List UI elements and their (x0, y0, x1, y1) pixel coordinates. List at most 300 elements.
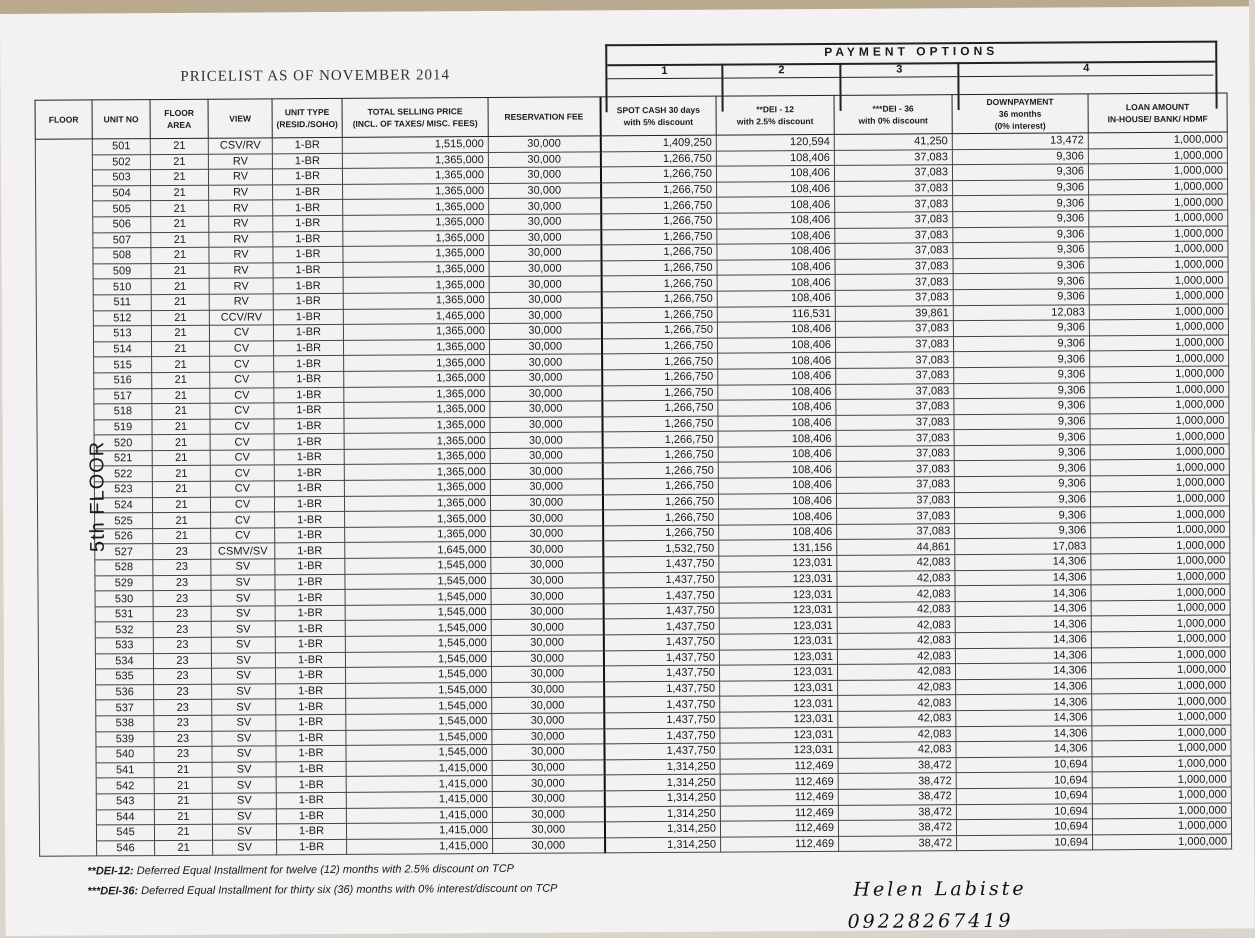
cell-loan-amount: 1,000,000 (1092, 709, 1231, 725)
cell-dei-12: 123,031 (719, 555, 837, 571)
cell-downpayment: 17,083 (955, 538, 1091, 554)
cell-unit-type: 1-BR (277, 839, 347, 855)
cell-spot-cash: 1,266,750 (602, 494, 718, 510)
cell-unit-type: 1-BR (275, 543, 345, 559)
cell-floor-area: 23 (154, 731, 212, 747)
cell-unit-type: 1-BR (275, 574, 345, 590)
cell-floor-area: 21 (152, 450, 210, 466)
cell-loan-amount: 1,000,000 (1090, 459, 1229, 475)
cell-total-selling-price: 1,415,000 (346, 807, 492, 823)
cell-loan-amount: 1,000,000 (1088, 163, 1227, 179)
cell-reservation-fee: 30,000 (489, 339, 601, 355)
cell-total-selling-price: 1,365,000 (344, 386, 490, 402)
cell-spot-cash: 1,437,750 (603, 603, 719, 619)
cell-downpayment: 9,306 (954, 460, 1090, 476)
cell-dei-12: 108,406 (716, 150, 834, 166)
cell-dei-36: 42,083 (837, 648, 955, 664)
header-line: with 0% discount (858, 115, 928, 126)
cell-reservation-fee: 30,000 (491, 541, 603, 557)
cell-total-selling-price: 1,365,000 (344, 370, 490, 386)
cell-unit-no: 505 (93, 201, 151, 217)
cell-view: RV (209, 216, 273, 232)
cell-loan-amount: 1,000,000 (1091, 569, 1230, 585)
cell-total-selling-price: 1,545,000 (345, 651, 491, 667)
cell-unit-no: 513 (93, 326, 151, 342)
cell-view: RV (209, 247, 273, 263)
cell-reservation-fee: 30,000 (491, 572, 603, 588)
cell-dei-12: 116,531 (717, 306, 835, 322)
cell-unit-type: 1-BR (273, 293, 343, 309)
cell-reservation-fee: 30,000 (489, 292, 601, 308)
cell-spot-cash: 1,266,750 (603, 509, 719, 525)
cell-spot-cash: 1,266,750 (600, 151, 716, 167)
cell-spot-cash: 1,314,250 (604, 806, 720, 822)
cell-loan-amount: 1,000,000 (1091, 553, 1230, 569)
cell-reservation-fee: 30,000 (492, 682, 604, 698)
cell-view: CV (210, 372, 274, 388)
cell-loan-amount: 1,000,000 (1090, 382, 1229, 398)
cell-unit-type: 1-BR (273, 184, 343, 200)
cell-downpayment: 9,306 (953, 180, 1089, 196)
cell-spot-cash: 1,437,750 (603, 634, 719, 650)
footnote-text: Deferred Equal Installment for twelve (12) months with 2.5% discount on TCP (133, 862, 515, 878)
header-line: SPOT CASH 30 days (616, 104, 700, 116)
cell-dei-12: 108,406 (718, 353, 836, 369)
page-title: PRICELIST AS OF NOVEMBER 2014 (180, 67, 451, 85)
cell-dei-12: 108,406 (718, 384, 836, 400)
cell-dei-36: 42,083 (838, 711, 956, 727)
cell-total-selling-price: 1,365,000 (343, 214, 489, 230)
cell-unit-type: 1-BR (274, 403, 344, 419)
cell-downpayment: 14,306 (956, 694, 1092, 710)
cell-spot-cash: 1,314,250 (604, 759, 720, 775)
cell-dei-36: 44,861 (837, 539, 955, 555)
cell-floor-area: 21 (152, 481, 210, 497)
cell-total-selling-price: 1,365,000 (344, 495, 490, 511)
cell-loan-amount: 1,000,000 (1092, 803, 1231, 819)
cell-unit-no: 535 (96, 669, 154, 685)
cell-spot-cash: 1,437,750 (603, 556, 719, 572)
cell-floor-area: 21 (151, 310, 209, 326)
cell-total-selling-price: 1,365,000 (343, 230, 489, 246)
cell-dei-36: 37,083 (835, 196, 953, 212)
cell-unit-type: 1-BR (275, 558, 345, 574)
cell-dei-12: 112,469 (720, 789, 838, 805)
cell-reservation-fee: 30,000 (493, 838, 605, 854)
cell-downpayment: 9,306 (952, 164, 1088, 180)
cell-unit-type: 1-BR (273, 309, 343, 325)
cell-downpayment: 10,694 (956, 819, 1092, 835)
cell-spot-cash: 1,266,750 (601, 307, 717, 323)
cell-total-selling-price: 1,365,000 (344, 464, 490, 480)
cell-floor-area: 21 (150, 154, 208, 170)
cell-unit-type: 1-BR (276, 777, 346, 793)
cell-reservation-fee: 30,000 (492, 744, 604, 760)
cell-spot-cash: 1,437,750 (603, 619, 719, 635)
cell-unit-no: 509 (93, 263, 151, 279)
cell-floor-area: 21 (154, 793, 212, 809)
cell-spot-cash: 1,266,750 (601, 213, 717, 229)
cell-loan-amount: 1,000,000 (1092, 818, 1231, 834)
cell-floor-area: 23 (154, 715, 212, 731)
cell-dei-12: 131,156 (719, 540, 837, 556)
cell-dei-36: 37,083 (835, 258, 953, 274)
cell-reservation-fee: 30,000 (490, 479, 602, 495)
cell-dei-12: 108,406 (717, 197, 835, 213)
cell-dei-36: 42,083 (838, 742, 956, 758)
cell-unit-no: 518 (94, 404, 152, 420)
cell-downpayment: 9,306 (953, 226, 1089, 242)
cell-view: RV (209, 200, 273, 216)
cell-unit-type: 1-BR (275, 605, 345, 621)
cell-downpayment: 9,306 (954, 476, 1090, 492)
cell-view: SV (212, 762, 276, 778)
cell-spot-cash: 1,314,250 (604, 790, 720, 806)
cell-floor-area: 21 (154, 762, 212, 778)
cell-unit-no: 521 (94, 450, 152, 466)
cell-downpayment: 14,306 (955, 663, 1091, 679)
cell-dei-12: 120,594 (716, 134, 834, 150)
cell-dei-36: 38,472 (838, 773, 956, 789)
cell-unit-no: 542 (96, 778, 154, 794)
cell-unit-type: 1-BR (276, 761, 346, 777)
cell-floor-area: 23 (153, 559, 211, 575)
cell-unit-type: 1-BR (273, 340, 343, 356)
cell-reservation-fee: 30,000 (489, 183, 601, 199)
cell-dei-12: 108,406 (717, 259, 835, 275)
cell-reservation-fee: 30,000 (492, 697, 604, 713)
cell-floor-area: 21 (152, 466, 210, 482)
cell-spot-cash: 1,266,750 (601, 291, 717, 307)
cell-dei-36: 37,083 (835, 180, 953, 196)
cell-spot-cash: 1,437,750 (603, 650, 719, 666)
cell-loan-amount: 1,000,000 (1091, 537, 1230, 553)
cell-unit-no: 527 (95, 544, 153, 560)
col-header-view: VIEW (208, 99, 272, 138)
cell-reservation-fee: 30,000 (490, 463, 602, 479)
cell-dei-12: 108,406 (719, 524, 837, 540)
cell-floor-area: 21 (151, 279, 209, 295)
cell-reservation-fee: 30,000 (492, 822, 604, 838)
cell-reservation-fee: 30,000 (492, 728, 604, 744)
cell-floor-area: 21 (153, 512, 211, 528)
cell-unit-no: 545 (96, 825, 154, 841)
cell-total-selling-price: 1,545,000 (345, 620, 491, 636)
cell-unit-type: 1-BR (272, 137, 342, 153)
cell-downpayment: 10,694 (956, 772, 1092, 788)
cell-loan-amount: 1,000,000 (1092, 725, 1231, 741)
cell-downpayment: 9,306 (954, 398, 1090, 414)
cell-dei-12: 112,469 (721, 836, 839, 852)
cell-floor-area: 21 (154, 809, 212, 825)
cell-unit-no: 524 (94, 497, 152, 513)
cell-total-selling-price: 1,365,000 (342, 152, 488, 168)
cell-spot-cash: 1,266,750 (602, 353, 718, 369)
cell-loan-amount: 1,000,000 (1092, 787, 1231, 803)
cell-spot-cash: 1,314,250 (604, 774, 720, 790)
header-line: (INCL. OF TAXES/ MISC. FEES) (352, 118, 478, 129)
cell-unit-no: 507 (93, 232, 151, 248)
cell-unit-type: 1-BR (276, 746, 346, 762)
cell-loan-amount: 1,000,000 (1091, 522, 1230, 538)
cell-view: CSV/RV (208, 138, 272, 154)
cell-unit-no: 514 (94, 341, 152, 357)
cell-total-selling-price: 1,365,000 (343, 199, 489, 215)
cell-total-selling-price: 1,365,000 (343, 183, 489, 199)
payment-options-title: PAYMENT OPTIONS (607, 43, 1215, 67)
footnote-text: Deferred Equal Installment for thirty six (36) months with 0% interest/discount on TCP (138, 882, 558, 898)
cell-floor-area: 21 (151, 216, 209, 232)
cell-floor-area: 23 (153, 637, 211, 653)
cell-loan-amount: 1,000,000 (1091, 584, 1230, 600)
cell-dei-12: 108,406 (717, 337, 835, 353)
cell-dei-36: 39,861 (835, 305, 953, 321)
cell-reservation-fee: 30,000 (490, 494, 602, 510)
cell-dei-36: 37,083 (835, 290, 953, 306)
cell-reservation-fee: 30,000 (491, 650, 603, 666)
cell-loan-amount: 1,000,000 (1089, 226, 1228, 242)
cell-spot-cash: 1,266,750 (601, 182, 717, 198)
cell-floor-area: 21 (151, 263, 209, 279)
header-line: ***DEI - 36 (872, 103, 914, 114)
cell-dei-12: 108,406 (719, 509, 837, 525)
cell-view: CV (210, 450, 274, 466)
cell-downpayment: 14,306 (955, 632, 1091, 648)
cell-downpayment: 14,306 (955, 585, 1091, 601)
cell-downpayment: 10,694 (957, 835, 1093, 851)
cell-unit-no: 537 (96, 700, 154, 716)
cell-downpayment: 10,694 (956, 788, 1092, 804)
cell-dei-36: 42,083 (838, 679, 956, 695)
cell-downpayment: 14,306 (955, 554, 1091, 570)
cell-dei-36: 37,083 (835, 212, 953, 228)
cell-dei-36: 42,083 (837, 601, 955, 617)
cell-floor-area: 21 (152, 497, 210, 513)
cell-downpayment: 14,306 (956, 679, 1092, 695)
cell-dei-12: 108,406 (717, 322, 835, 338)
cell-unit-no: 546 (97, 840, 155, 856)
cell-dei-36: 37,083 (836, 383, 954, 399)
header-line: **DEI - 12 (756, 104, 795, 115)
cell-unit-type: 1-BR (276, 792, 346, 808)
cell-unit-type: 1-BR (274, 496, 344, 512)
cell-unit-type: 1-BR (273, 247, 343, 263)
cell-dei-36: 37,083 (835, 227, 953, 243)
cell-unit-no: 516 (94, 372, 152, 388)
header-line: with 5% discount (623, 116, 694, 128)
header-line: (0% interest) (994, 120, 1046, 131)
cell-dei-12: 123,031 (720, 696, 838, 712)
cell-floor-area: 23 (153, 590, 211, 606)
cell-unit-no: 526 (95, 528, 153, 544)
cell-dei-12: 108,406 (717, 228, 835, 244)
cell-total-selling-price: 1,545,000 (345, 589, 491, 605)
cell-loan-amount: 1,000,000 (1091, 647, 1230, 663)
option-number: 3 (841, 62, 957, 78)
cell-dei-36: 42,083 (837, 555, 955, 571)
cell-floor-area: 21 (152, 341, 210, 357)
cell-view: SV (212, 793, 276, 809)
cell-reservation-fee: 30,000 (489, 214, 601, 230)
cell-reservation-fee: 30,000 (489, 261, 601, 277)
cell-unit-no: 523 (94, 482, 152, 498)
cell-view: RV (209, 263, 273, 279)
cell-loan-amount: 1,000,000 (1092, 678, 1231, 694)
cell-reservation-fee: 30,000 (490, 370, 602, 386)
option-number: 1 (607, 64, 721, 80)
cell-unit-type: 1-BR (276, 714, 346, 730)
cell-dei-12: 108,406 (717, 275, 835, 291)
cell-dei-12: 123,031 (720, 743, 838, 759)
cell-dei-36: 41,250 (834, 134, 952, 150)
cell-unit-no: 522 (94, 466, 152, 482)
cell-reservation-fee: 30,000 (490, 354, 602, 370)
cell-downpayment: 9,306 (954, 414, 1090, 430)
cell-downpayment: 9,306 (955, 523, 1091, 539)
cell-dei-12: 112,469 (720, 758, 838, 774)
col-header-floor: FLOOR (35, 100, 92, 139)
cell-dei-12: 108,406 (718, 368, 836, 384)
cell-loan-amount: 1,000,000 (1092, 756, 1231, 772)
cell-total-selling-price: 1,365,000 (344, 355, 490, 371)
cell-view: RV (209, 231, 273, 247)
cell-spot-cash: 1,437,750 (604, 743, 720, 759)
cell-loan-amount: 1,000,000 (1089, 241, 1228, 257)
cell-spot-cash: 1,266,750 (602, 463, 718, 479)
cell-dei-36: 42,083 (837, 586, 955, 602)
cell-downpayment: 9,306 (955, 507, 1091, 523)
cell-downpayment: 9,306 (954, 445, 1090, 461)
cell-unit-type: 1-BR (276, 668, 346, 684)
cell-total-selling-price: 1,365,000 (343, 324, 489, 340)
cell-unit-no: 538 (96, 716, 154, 732)
cell-total-selling-price: 1,415,000 (346, 791, 492, 807)
cell-floor-area: 23 (153, 653, 211, 669)
cell-reservation-fee: 30,000 (491, 666, 603, 682)
cell-unit-type: 1-BR (276, 808, 346, 824)
cell-dei-12: 108,406 (717, 244, 835, 260)
cell-unit-type: 1-BR (275, 621, 345, 637)
cell-dei-12: 108,406 (718, 462, 836, 478)
cell-unit-no: 544 (96, 809, 154, 825)
cell-total-selling-price: 1,515,000 (342, 137, 488, 153)
cell-unit-type: 1-BR (276, 683, 346, 699)
cell-dei-12: 123,031 (719, 602, 837, 618)
cell-unit-no: 504 (93, 185, 151, 201)
cell-unit-type: 1-BR (274, 480, 344, 496)
header-line: DOWNPAYMENT (986, 96, 1054, 107)
cell-floor-area: 21 (152, 372, 210, 388)
cell-dei-12: 108,406 (717, 212, 835, 228)
cell-downpayment: 9,306 (953, 320, 1089, 336)
cell-floor-area: 21 (152, 357, 210, 373)
cell-dei-36: 37,083 (834, 149, 952, 165)
cell-dei-12: 123,031 (719, 633, 837, 649)
cell-total-selling-price: 1,545,000 (346, 698, 492, 714)
cell-floor-area: 23 (153, 575, 211, 591)
cell-total-selling-price: 1,365,000 (344, 402, 490, 418)
cell-spot-cash: 1,314,250 (605, 837, 721, 853)
cell-dei-12: 123,031 (719, 665, 837, 681)
col-header-reservation-fee: RESERVATION FEE (488, 97, 600, 137)
cell-spot-cash: 1,314,250 (604, 821, 720, 837)
cell-reservation-fee: 30,000 (491, 510, 603, 526)
cell-unit-type: 1-BR (273, 215, 343, 231)
cell-view: SV (212, 668, 276, 684)
cell-unit-type: 1-BR (276, 824, 346, 840)
cell-dei-12: 108,406 (718, 477, 836, 493)
floor-label: 5th FLOOR (86, 440, 109, 552)
cell-downpayment: 13,472 (952, 133, 1088, 149)
cell-reservation-fee: 30,000 (489, 198, 601, 214)
cell-unit-no: 503 (92, 170, 150, 186)
header-line: LOAN AMOUNT (1125, 101, 1190, 113)
cell-floor-area: 21 (150, 138, 208, 154)
cell-loan-amount: 1,000,000 (1089, 304, 1228, 320)
cell-floor-area: 21 (150, 169, 208, 185)
cell-loan-amount: 1,000,000 (1089, 179, 1228, 195)
cell-dei-36: 37,083 (836, 352, 954, 368)
cell-unit-no: 519 (94, 419, 152, 435)
cell-reservation-fee: 30,000 (491, 604, 603, 620)
cell-spot-cash: 1,266,750 (601, 229, 717, 245)
cell-view: CV (210, 465, 274, 481)
cell-unit-no: 536 (96, 684, 154, 700)
cell-total-selling-price: 1,545,000 (346, 682, 492, 698)
cell-dei-36: 37,083 (834, 165, 952, 181)
cell-downpayment: 9,306 (953, 211, 1089, 227)
cell-spot-cash: 1,266,750 (601, 338, 717, 354)
cell-spot-cash: 1,437,750 (604, 712, 720, 728)
cell-reservation-fee: 30,000 (491, 635, 603, 651)
cell-loan-amount: 1,000,000 (1089, 319, 1228, 335)
cell-loan-amount: 1,000,000 (1091, 631, 1230, 647)
cell-total-selling-price: 1,415,000 (346, 760, 492, 776)
cell-downpayment: 14,306 (956, 725, 1092, 741)
cell-view: CV (210, 496, 274, 512)
cell-total-selling-price: 1,365,000 (344, 417, 490, 433)
cell-view: CV (210, 341, 274, 357)
cell-reservation-fee: 30,000 (490, 385, 602, 401)
cell-spot-cash: 1,437,750 (604, 728, 720, 744)
cell-view: CV (210, 387, 274, 403)
cell-spot-cash: 1,266,750 (601, 275, 717, 291)
cell-view: SV (212, 684, 276, 700)
cell-view: RV (209, 185, 273, 201)
cell-unit-type: 1-BR (275, 652, 345, 668)
cell-view: SV (213, 840, 277, 856)
cell-dei-36: 37,083 (837, 508, 955, 524)
cell-loan-amount: 1,000,000 (1089, 335, 1228, 351)
cell-spot-cash: 1,437,750 (603, 587, 719, 603)
cell-downpayment: 9,306 (953, 289, 1089, 305)
cell-dei-36: 37,083 (836, 461, 954, 477)
cell-spot-cash: 1,409,250 (600, 135, 716, 151)
cell-view: SV (211, 590, 275, 606)
header-line: IN-HOUSE/ BANK/ HDMF (1107, 113, 1208, 125)
cell-dei-36: 37,083 (835, 321, 953, 337)
cell-view: SV (212, 730, 276, 746)
cell-downpayment: 9,306 (953, 242, 1089, 258)
cell-unit-type: 1-BR (275, 512, 345, 528)
cell-unit-no: 525 (95, 513, 153, 529)
cell-reservation-fee: 30,000 (490, 448, 602, 464)
cell-loan-amount: 1,000,000 (1090, 366, 1229, 382)
cell-total-selling-price: 1,365,000 (343, 246, 489, 262)
cell-floor-area: 21 (151, 185, 209, 201)
cell-unit-no: 540 (96, 747, 154, 763)
cell-total-selling-price: 1,365,000 (342, 168, 488, 184)
